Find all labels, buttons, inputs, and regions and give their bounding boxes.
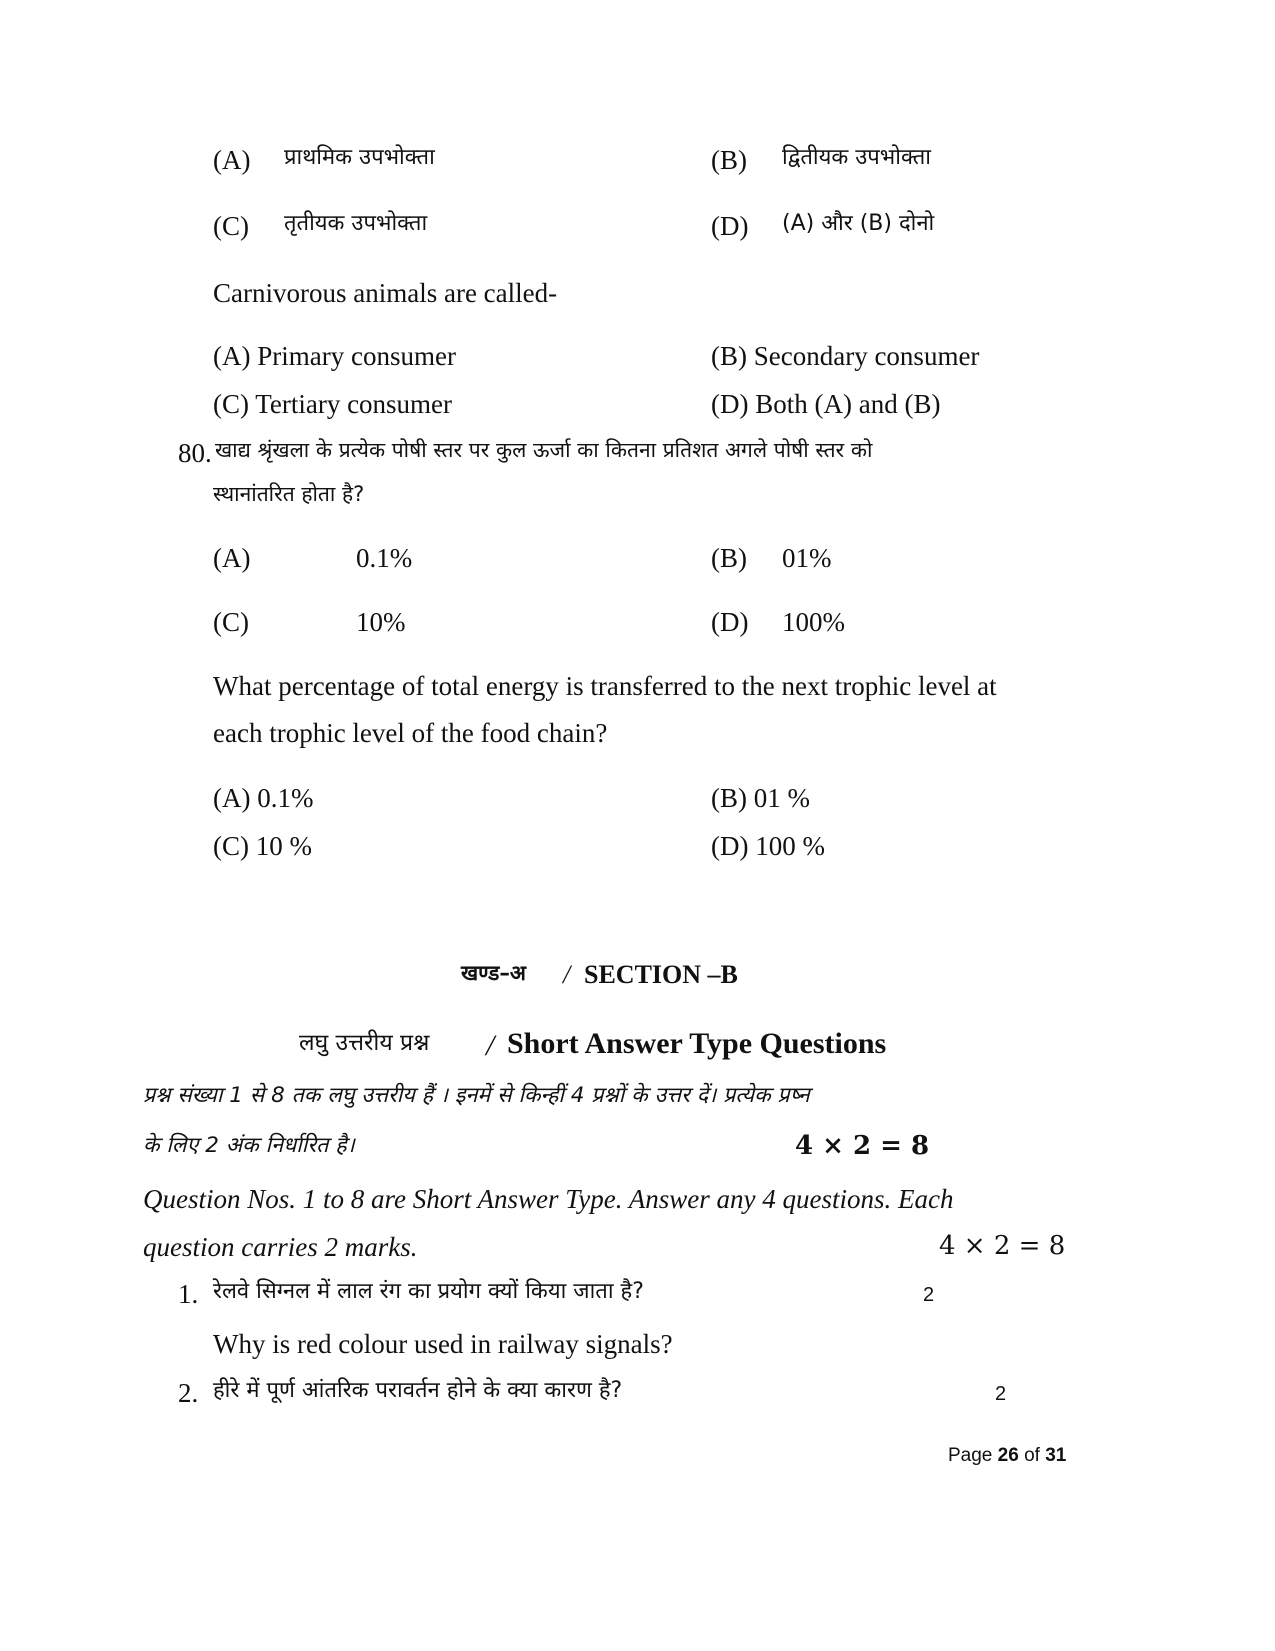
marks-formula-english: 4 × 2 = 8	[939, 1231, 1066, 1261]
question-1-hindi: रेलवे सिग्नल में लाल रंग का प्रयोग क्यों किया जाता है?	[213, 1279, 644, 1304]
q80-option-c-english: (C) 10 %	[213, 831, 312, 861]
question-80-english-line2: each trophic level of the food chain?	[213, 718, 608, 748]
marks-formula-hindi: 4 × 2 = 8	[795, 1131, 930, 1161]
option-a-english: (A) Primary consumer	[213, 341, 456, 371]
question-1-marks: 2	[923, 1284, 935, 1306]
question-80-hindi-line1: खाद्य श्रृंखला के प्रत्येक पोषी स्तर पर कुल ऊर्जा का कितना प्रतिशत अगले पोषी स्तर को	[215, 438, 873, 462]
question-2-number: 2.	[178, 1378, 199, 1408]
option-b-label: (B)	[711, 145, 747, 175]
q80-option-d-value: 100%	[782, 607, 845, 637]
q80-option-b-label: (B)	[711, 543, 747, 573]
page-word: Page	[948, 1445, 993, 1466]
question-2-marks: 2	[995, 1383, 1007, 1405]
q80-option-a-english: (A) 0.1%	[213, 783, 314, 813]
of-word: of	[1024, 1445, 1040, 1466]
subheading-hindi: लघु उत्तरीय प्रश्न	[299, 1030, 430, 1056]
option-a-text-hindi: प्राथमिक उपभोक्ता	[284, 145, 435, 170]
page-total: 31	[1045, 1445, 1067, 1466]
question-1-number: 1.	[178, 1279, 199, 1309]
instructions-hindi-line2: के लिए 2 अंक निर्धारित है।	[143, 1133, 355, 1158]
section-heading-hindi: खण्ड–अ	[461, 961, 526, 985]
section-heading-english: SECTION –B	[584, 960, 738, 989]
question-80-number: 80.	[178, 438, 212, 468]
page-current: 26	[997, 1445, 1019, 1466]
question-80-hindi-line2: स्थानांतरित होता है?	[213, 482, 365, 506]
option-c-text-hindi: तृतीयक उपभोक्ता	[284, 211, 428, 236]
option-d-english: (D) Both (A) and (B)	[711, 389, 941, 419]
subheading-separator: /	[486, 1029, 495, 1062]
question-2-hindi: हीरे में पूर्ण आंतरिक परावर्तन होने के क्या कारण है?	[213, 1378, 623, 1403]
q80-option-c-value: 10%	[356, 607, 406, 637]
option-b-text-hindi: द्वितीयक उपभोक्ता	[782, 145, 931, 170]
question-1-english: Why is red colour used in railway signals?	[213, 1329, 673, 1359]
page-number-footer	[948, 1446, 1066, 1465]
subheading-english: Short Answer Type Questions	[507, 1027, 887, 1060]
instructions-english-line1: Question Nos. 1 to 8 are Short Answer Type. Answer any 4 questions. Each	[143, 1184, 954, 1214]
option-c-english: (C) Tertiary consumer	[213, 389, 453, 419]
section-heading-separator: /	[563, 960, 571, 989]
option-d-label: (D)	[711, 211, 749, 241]
q80-option-b-value: 01%	[782, 543, 832, 573]
q80-option-a-label: (A)	[213, 543, 251, 573]
q80-option-d-label: (D)	[711, 607, 749, 637]
q80-option-d-english: (D) 100 %	[711, 831, 825, 861]
q80-option-b-english: (B) 01 %	[711, 783, 810, 813]
q80-option-c-label: (C)	[213, 607, 249, 637]
q80-option-a-value: 0.1%	[356, 543, 413, 573]
option-b-english: (B) Secondary consumer	[711, 341, 980, 371]
option-c-label: (C)	[213, 211, 249, 241]
option-d-text-hindi: (A) और (B) दोनो	[782, 211, 935, 236]
option-a-label: (A)	[213, 145, 251, 175]
instructions-hindi-line1: प्रश्न संख्या 1 से 8 तक लघु उत्तरीय हैं । इनमें से किन्हीं 4 प्रश्नों के उत्तर दें। प्रत्येक प्रष्न	[143, 1083, 810, 1108]
instructions-english-line2: question carries 2 marks.	[143, 1232, 418, 1262]
question-79-english: Carnivorous animals are called-	[213, 278, 558, 308]
question-80-english-line1: What percentage of total energy is transferred to the next trophic level at	[213, 671, 997, 701]
